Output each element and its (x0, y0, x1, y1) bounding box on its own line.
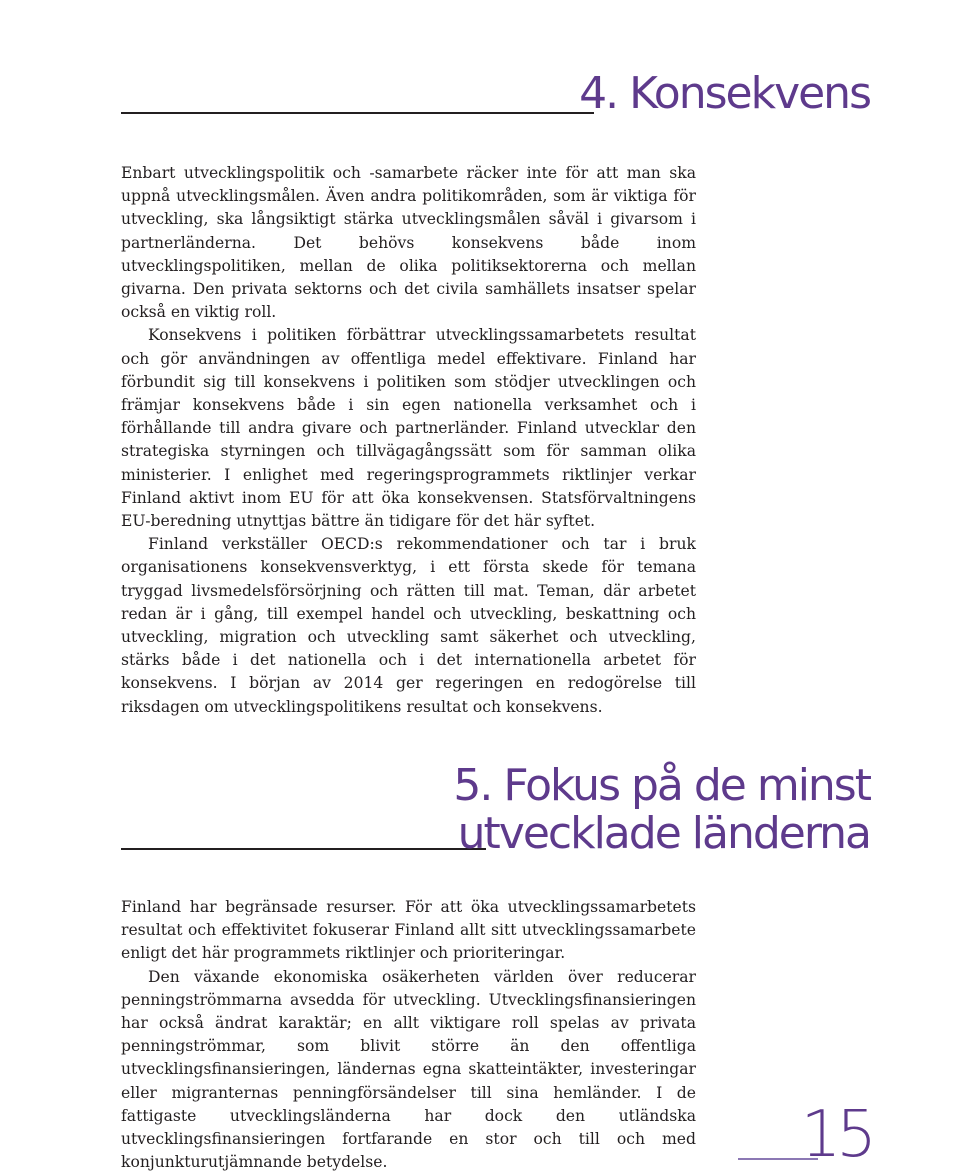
section-5-heading (453, 762, 870, 858)
section-5-heading-line-2: utvecklade länderna (457, 808, 870, 859)
section-4-heading-rule (121, 112, 594, 114)
section-5-paragraph-2: Den växande ekonomiska osäkerheten världen över reducerar penningströmmarna avsedda för utveckling. Utvecklingsfinansieringen har också ändrat karaktär; en allt viktigare roll spelas av privata penningströmmar, som blivit större än den offentliga utvecklingsfinansieringen, ländernas egna skatteintäkter, investeringar eller migranternas penningförsändelser till sina hemländer. I de fattigaste utvecklingsländerna har dock den utländska utvecklingsfinansieringen fortfarande en stor och till och med konjunkturutjämnande betydelse. (121, 967, 696, 1172)
section-4-body (121, 162, 696, 719)
page-number: 15 (800, 1098, 872, 1172)
section-5-paragraph-1: Finland har begränsade resurser. För att öka utvecklingssamarbetets resultat och effektivitet fokuserar Finland allt sitt utvecklingssamarbete enligt det här programmets riktlinjer och prioriteringar. (121, 898, 696, 963)
section-4-paragraph-2: Konsekvens i politiken förbättrar utvecklingssamarbetets resultat och gör användningen av offentliga medel effektivare. Finland har förbundit sig till konsekvens i politiken som stödjer utvecklingen och främjar konsekvens både i sin egen nationella verksamhet och i förhållande till andra givare och partnerländer. Finland utvecklar den strategiska styrningen och tillvägagångssätt som för samman olika ministerier. I enlighet med regeringsprogrammets riktlinjer verkar Finland aktivt inom EU för att öka konsekvensen. Statsförvaltningens EU-beredning utnyttjas bättre än tidigare för det här syftet. (121, 326, 696, 531)
section-5-heading-line-1: 5. Fokus på de minst (453, 760, 870, 811)
section-4-paragraph-3: Finland verkställer OECD:s rekommendationer och tar i bruk organisationens konsekvensverktyg, i ett första skede för temana tryggad livsmedelsförsörjning och rätten till mat. Teman, där arbetet redan är i gång, till exempel handel och utveckling, beskattning och utveckling, migration och utveckling samt säkerhet och utveckling, stärks både i det nationella och i det internationella arbetet för konsekvens. I början av 2014 ger regeringen en redogörelse till riksdagen om utvecklingspolitikens resultat och konsekvens. (121, 535, 696, 716)
section-5-heading-rule (121, 848, 486, 850)
section-4-paragraph-1: Enbart utvecklingspolitik och -samarbete räcker inte för att man ska uppnå utvecklingsmålen. Även andra politikområden, som är viktiga för utveckling, ska långsiktigt stärka utvecklingsmålen såväl i givarsom i partnerländerna. Det behövs konsekvens både inom utvecklingspolitiken, mellan de olika politiksektorerna och mellan givarna. Den privata sektorns och det civila samhällets insatser spelar också en viktig roll. (121, 164, 696, 322)
section-4-heading: 4. Konsekvens (579, 68, 870, 119)
section-5-body (121, 896, 696, 1174)
